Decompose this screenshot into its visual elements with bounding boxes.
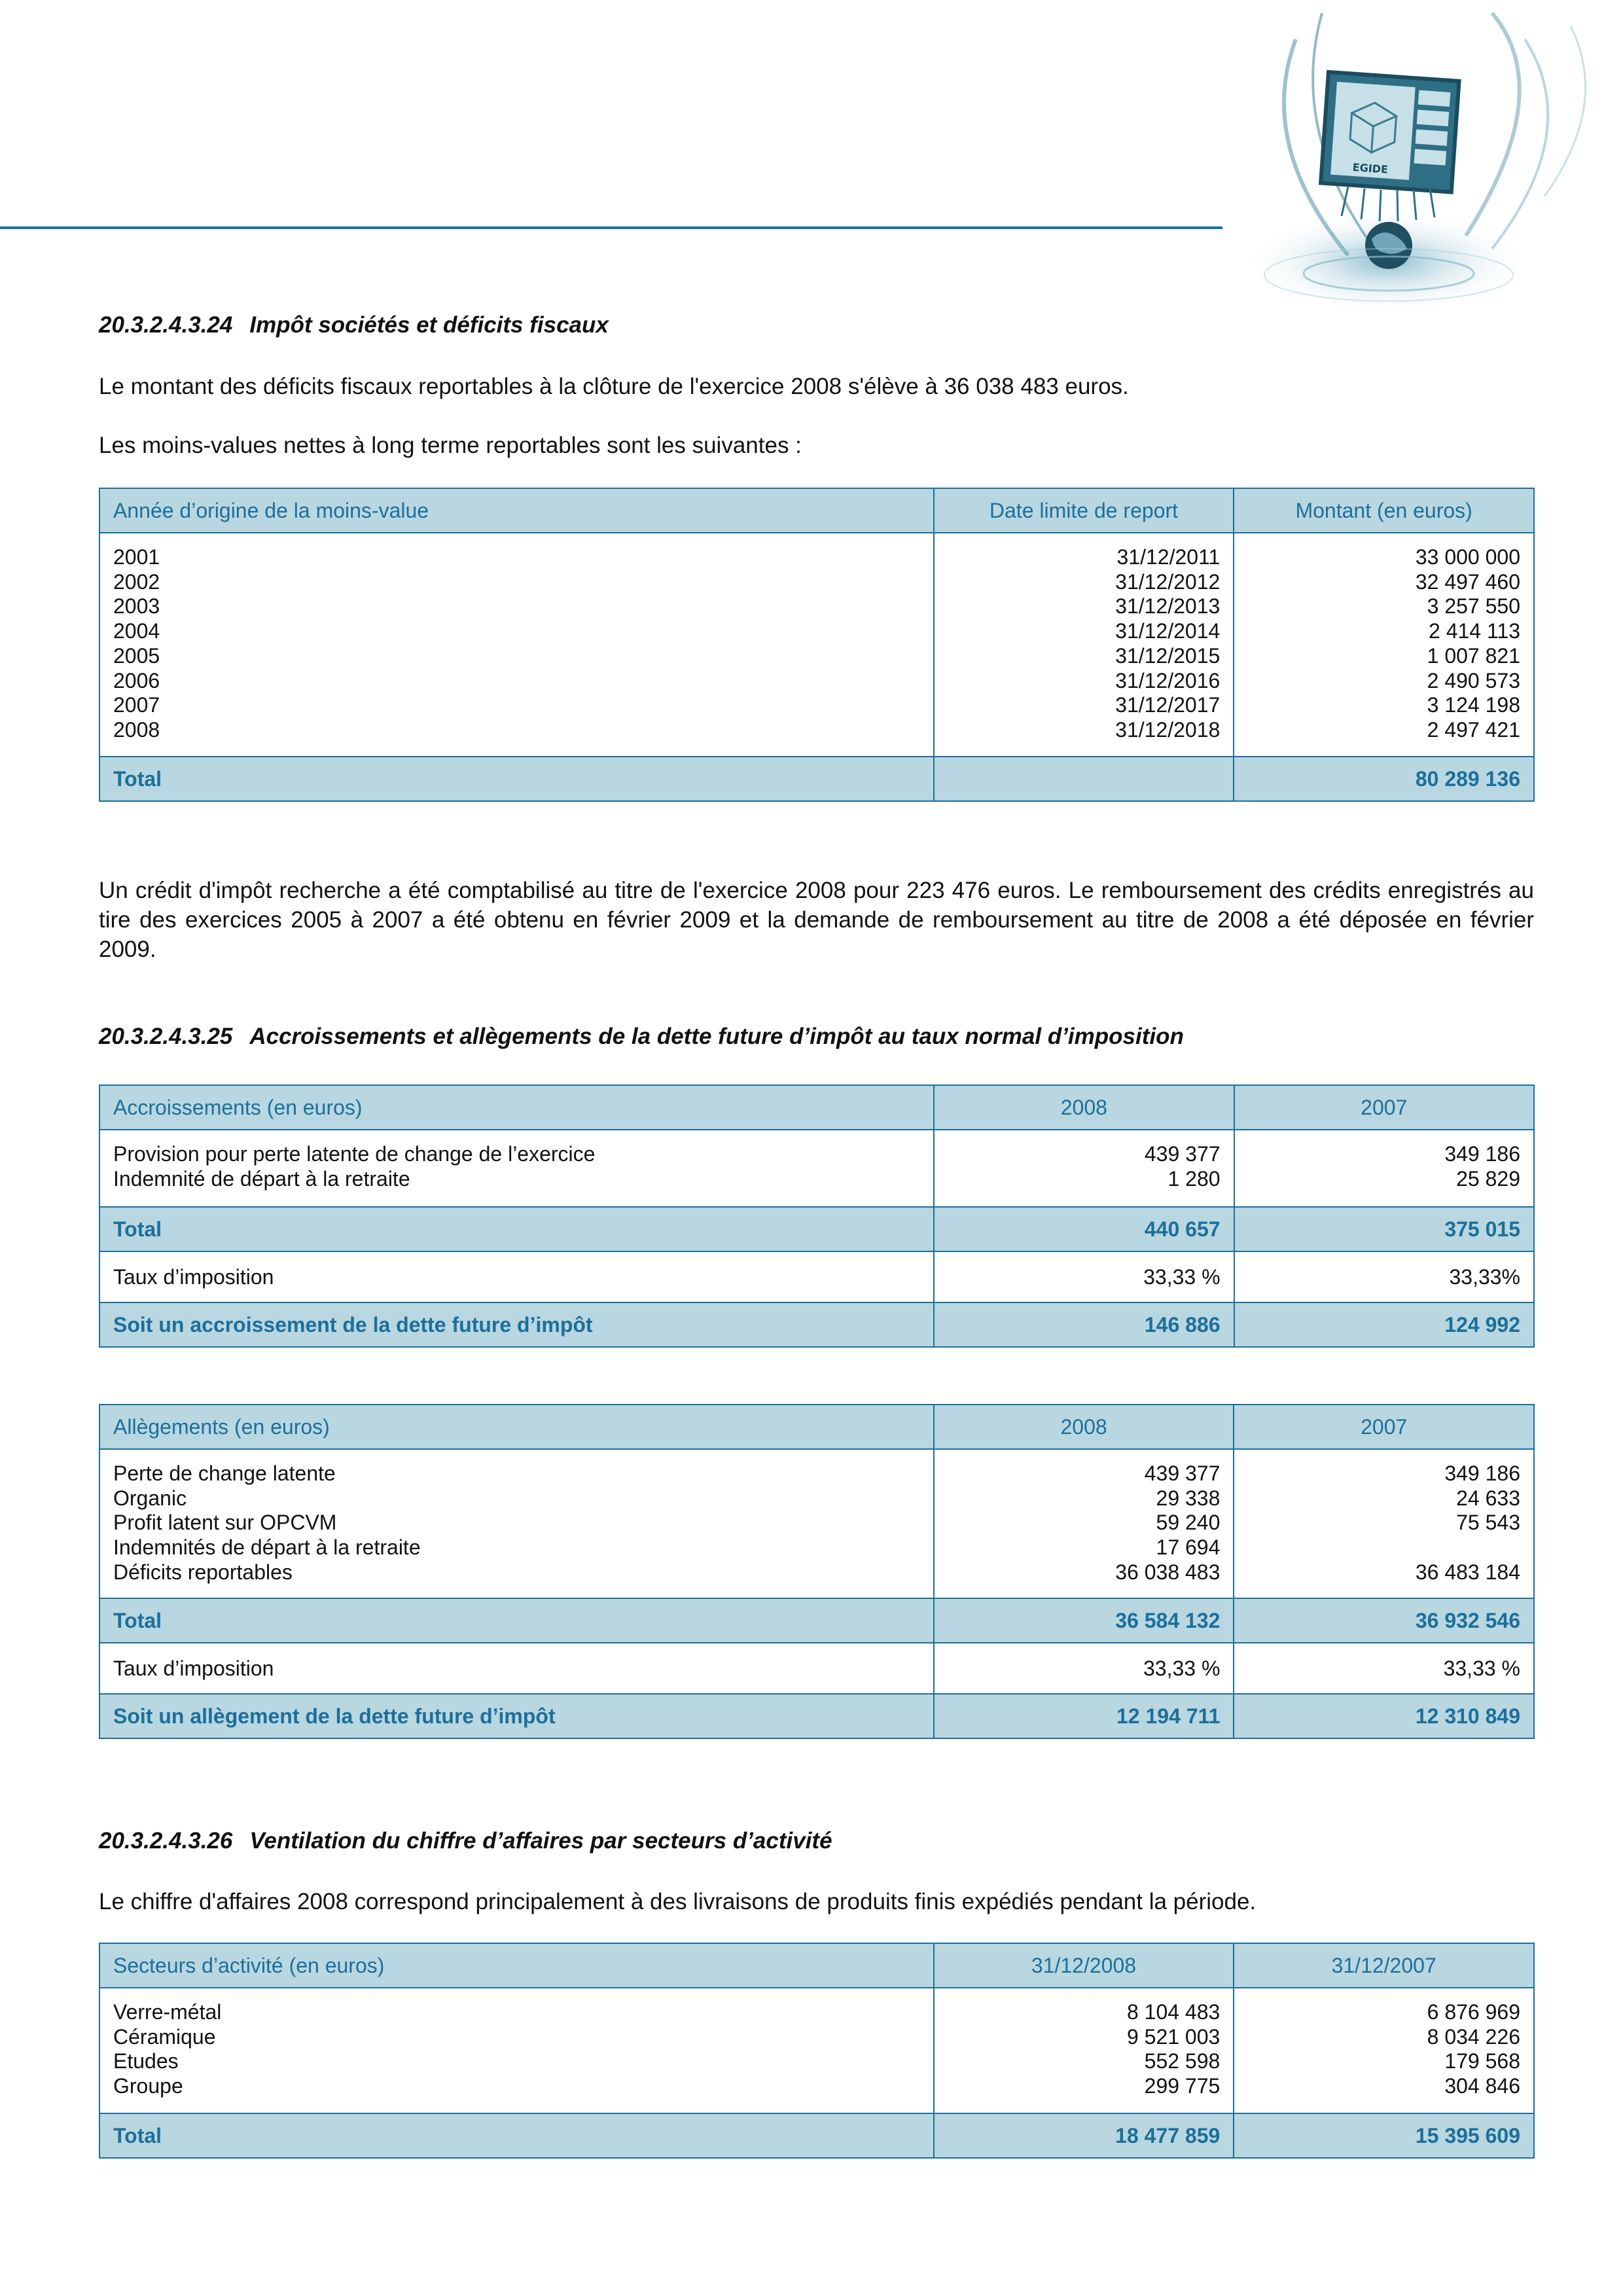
taux-value: 33,33 % (934, 1643, 1234, 1694)
total-value: 440 657 (934, 1207, 1234, 1251)
total-row (99, 757, 1534, 801)
label-column (99, 1449, 934, 1598)
total-label: Total (99, 1207, 934, 1251)
cell-value: 304 846 (1444, 2074, 1520, 2098)
cell-amount: 3 257 550 (1427, 594, 1520, 619)
column-header: 2008 (934, 1405, 1234, 1449)
total-value: 375 015 (1234, 1207, 1534, 1251)
cell-year: 2002 (113, 569, 160, 594)
section-25-heading (99, 1024, 1184, 1050)
section-24-title: Impôt sociétés et déficits fiscaux (249, 312, 609, 338)
value-2007-column (1234, 1449, 1534, 1598)
cell-year: 2001 (113, 545, 160, 569)
total-empty-cell (934, 757, 1234, 801)
cell-date: 31/12/2014 (1115, 619, 1221, 643)
value-2008-column (934, 1988, 1234, 2113)
cell-year: 2004 (113, 619, 160, 643)
cell-label: Organic (113, 1486, 187, 1510)
cell-amount: 2 497 421 (1427, 717, 1520, 742)
total-label: Total (99, 2113, 934, 2158)
table-header-row (99, 1405, 1534, 1449)
cell-date: 31/12/2017 (1115, 693, 1221, 717)
cell-value: 17 694 (1156, 1535, 1221, 1560)
result-value: 12 310 849 (1234, 1694, 1534, 1738)
table-header-row (99, 1943, 1534, 1988)
section-26-number: 20.3.2.4.3.26 (99, 1828, 233, 1854)
cell-label: Indemnités de départ à la retraite (113, 1535, 421, 1560)
label-column (99, 1988, 934, 2113)
cell-value: 59 240 (1156, 1511, 1221, 1535)
cell-amount: 32 497 460 (1415, 569, 1520, 594)
table-header-row (99, 1085, 1534, 1130)
cell-value: 75 543 (1456, 1511, 1520, 1535)
total-value: 36 584 132 (934, 1598, 1234, 1643)
allegements-table (99, 1404, 1535, 1739)
column-header: 2007 (1234, 1085, 1534, 1130)
result-label: Soit un accroissement de la dette future d’impôt (99, 1302, 934, 1347)
total-value: 80 289 136 (1234, 757, 1534, 801)
section-26-heading (99, 1828, 832, 1854)
section-24-paragraph-3: Un crédit d'impôt recherche a été comptabilisé au titre de l'exercice 2008 pour 223 476 euros. Le remboursement des crédits enregistrés au tire des exercices 2005 à 2007 a été obtenu en février 2009 et la demande de remboursement au titre de 2008 a été déposée en février 2009. (99, 878, 1534, 962)
cell-date: 31/12/2016 (1115, 668, 1221, 692)
value-2008-column (934, 1449, 1234, 1598)
total-label: Total (99, 1598, 934, 1643)
result-label: Soit un allègement de la dette future d’impôt (99, 1694, 934, 1738)
cell-year: 2005 (113, 643, 160, 668)
column-header: Accroissements (en euros) (99, 1085, 934, 1130)
accroissements-table (99, 1085, 1535, 1348)
cell-label: Verre-métal (113, 2000, 222, 2024)
cell-label: Déficits reportables (113, 1560, 293, 1584)
cell-label: Provision pour perte latente de change de l’exercice (113, 1142, 596, 1166)
value-2007-column (1234, 1988, 1534, 2113)
taux-row (99, 1251, 1534, 1302)
cell-value: 1 280 (1168, 1166, 1221, 1191)
section-24-number: 20.3.2.4.3.24 (99, 312, 233, 338)
total-value: 36 932 546 (1234, 1598, 1534, 1643)
cell-value: 439 377 (1144, 1462, 1221, 1485)
cell-label: Profit latent sur OPCVM (113, 1511, 337, 1535)
cell-date: 31/12/2013 (1115, 594, 1221, 619)
header-rule (0, 226, 1222, 229)
cell-year: 2006 (113, 668, 160, 692)
column-header: 31/12/2008 (934, 1943, 1234, 1988)
cell-amount: 2 414 113 (1429, 619, 1520, 643)
moins-values-table (99, 488, 1535, 802)
date-column (934, 533, 1234, 757)
total-row (99, 1207, 1534, 1251)
table-body-row (99, 1130, 1534, 1207)
column-header: Année d’origine de la moins-value (99, 488, 934, 533)
cell-value: 24 633 (1456, 1486, 1520, 1510)
cell-label: Groupe (113, 2074, 183, 2098)
section-26-title: Ventilation du chiffre d’affaires par secteurs d’activité (249, 1828, 832, 1854)
secteurs-table (99, 1943, 1535, 2159)
section-24-paragraph-1: Le montant des déficits fiscaux reportables à la clôture de l'exercice 2008 s'élève à 36 038 483 euros. (99, 374, 1129, 399)
result-row (99, 1302, 1534, 1347)
cell-value: 439 377 (1144, 1142, 1221, 1166)
total-row (99, 2113, 1534, 2158)
cell-label: Perte de change latente (113, 1462, 336, 1485)
cell-amount: 3 124 198 (1427, 693, 1520, 717)
cell-value: 8 104 483 (1126, 2000, 1221, 2024)
cell-value: 36 483 184 (1415, 1560, 1520, 1584)
section-26-paragraph: Le chiffre d'affaires 2008 correspond principalement à des livraisons de produits finis expédiés pendant la période. (99, 1889, 1257, 1914)
taux-value: 33,33 % (1234, 1643, 1534, 1694)
cell-date: 31/12/2015 (1115, 643, 1221, 668)
value-2008-column (934, 1130, 1234, 1207)
cell-amount: 1 007 821 (1427, 643, 1520, 668)
cell-date: 31/12/2012 (1115, 569, 1221, 594)
cell-value: 349 186 (1444, 1462, 1520, 1485)
table-body-row (99, 533, 1534, 757)
cell-label: Etudes (113, 2049, 179, 2073)
column-header: Secteurs d’activité (en euros) (99, 1943, 934, 1988)
taux-value: 33,33 % (934, 1251, 1234, 1302)
cell-date: 31/12/2011 (1116, 545, 1221, 569)
cell-value: 29 338 (1156, 1486, 1221, 1510)
column-header: 2007 (1234, 1405, 1534, 1449)
cell-amount: 33 000 000 (1415, 545, 1520, 569)
cell-value: 299 775 (1144, 2074, 1221, 2098)
column-header: Date limite de report (934, 488, 1234, 533)
column-header: 31/12/2007 (1234, 1943, 1534, 1988)
column-header: 2008 (934, 1085, 1234, 1130)
cell-label: Céramique (113, 2024, 216, 2049)
cell-label: Indemnité de départ à la retraite (113, 1166, 410, 1191)
cell-year: 2007 (113, 693, 160, 717)
value-2007-column (1234, 1130, 1534, 1207)
cell-year: 2003 (113, 594, 160, 619)
total-row (99, 1598, 1534, 1643)
cell-value: 25 829 (1456, 1166, 1520, 1191)
table-body-row (99, 1449, 1534, 1598)
section-25-number: 20.3.2.4.3.25 (99, 1024, 233, 1049)
cell-year: 2008 (113, 717, 160, 742)
total-value: 18 477 859 (934, 2113, 1234, 2158)
cell-value: 9 521 003 (1126, 2024, 1221, 2049)
amount-column (1234, 533, 1534, 757)
cell-date: 31/12/2018 (1115, 717, 1221, 742)
total-label: Total (99, 757, 934, 801)
table-header-row (99, 488, 1534, 533)
logo-text: EGIDE (1352, 160, 1389, 176)
cell-value: 552 598 (1144, 2049, 1221, 2073)
section-25-title: Accroissements et allègements de la dette future d’impôt au taux normal d’imposition (249, 1024, 1184, 1049)
cell-value: 349 186 (1444, 1142, 1520, 1166)
section-24-heading (99, 312, 609, 338)
taux-row (99, 1643, 1534, 1694)
cell-value: 8 034 226 (1427, 2024, 1520, 2049)
cell-amount: 2 490 573 (1427, 668, 1520, 692)
egide-logo-illustration (1217, 0, 1623, 321)
table-body-row (99, 1988, 1534, 2113)
label-column (99, 1130, 934, 1207)
column-header: Montant (en euros) (1234, 488, 1534, 533)
column-header: Allègements (en euros) (99, 1405, 934, 1449)
taux-value: 33,33% (1234, 1251, 1534, 1302)
cell-value: 6 876 969 (1427, 2000, 1520, 2024)
year-column (99, 533, 934, 757)
taux-label: Taux d’imposition (99, 1643, 934, 1694)
cell-value: 36 038 483 (1115, 1560, 1221, 1584)
cell-value: 179 568 (1444, 2049, 1520, 2073)
total-value: 15 395 609 (1234, 2113, 1534, 2158)
result-value: 146 886 (934, 1302, 1234, 1347)
section-24-paragraph-2: Les moins-values nettes à long terme reportables sont les suivantes : (99, 433, 802, 458)
cell-value (1247, 1535, 1520, 1560)
taux-label: Taux d’imposition (99, 1251, 934, 1302)
result-row (99, 1694, 1534, 1738)
result-value: 12 194 711 (934, 1694, 1234, 1738)
result-value: 124 992 (1234, 1302, 1534, 1347)
